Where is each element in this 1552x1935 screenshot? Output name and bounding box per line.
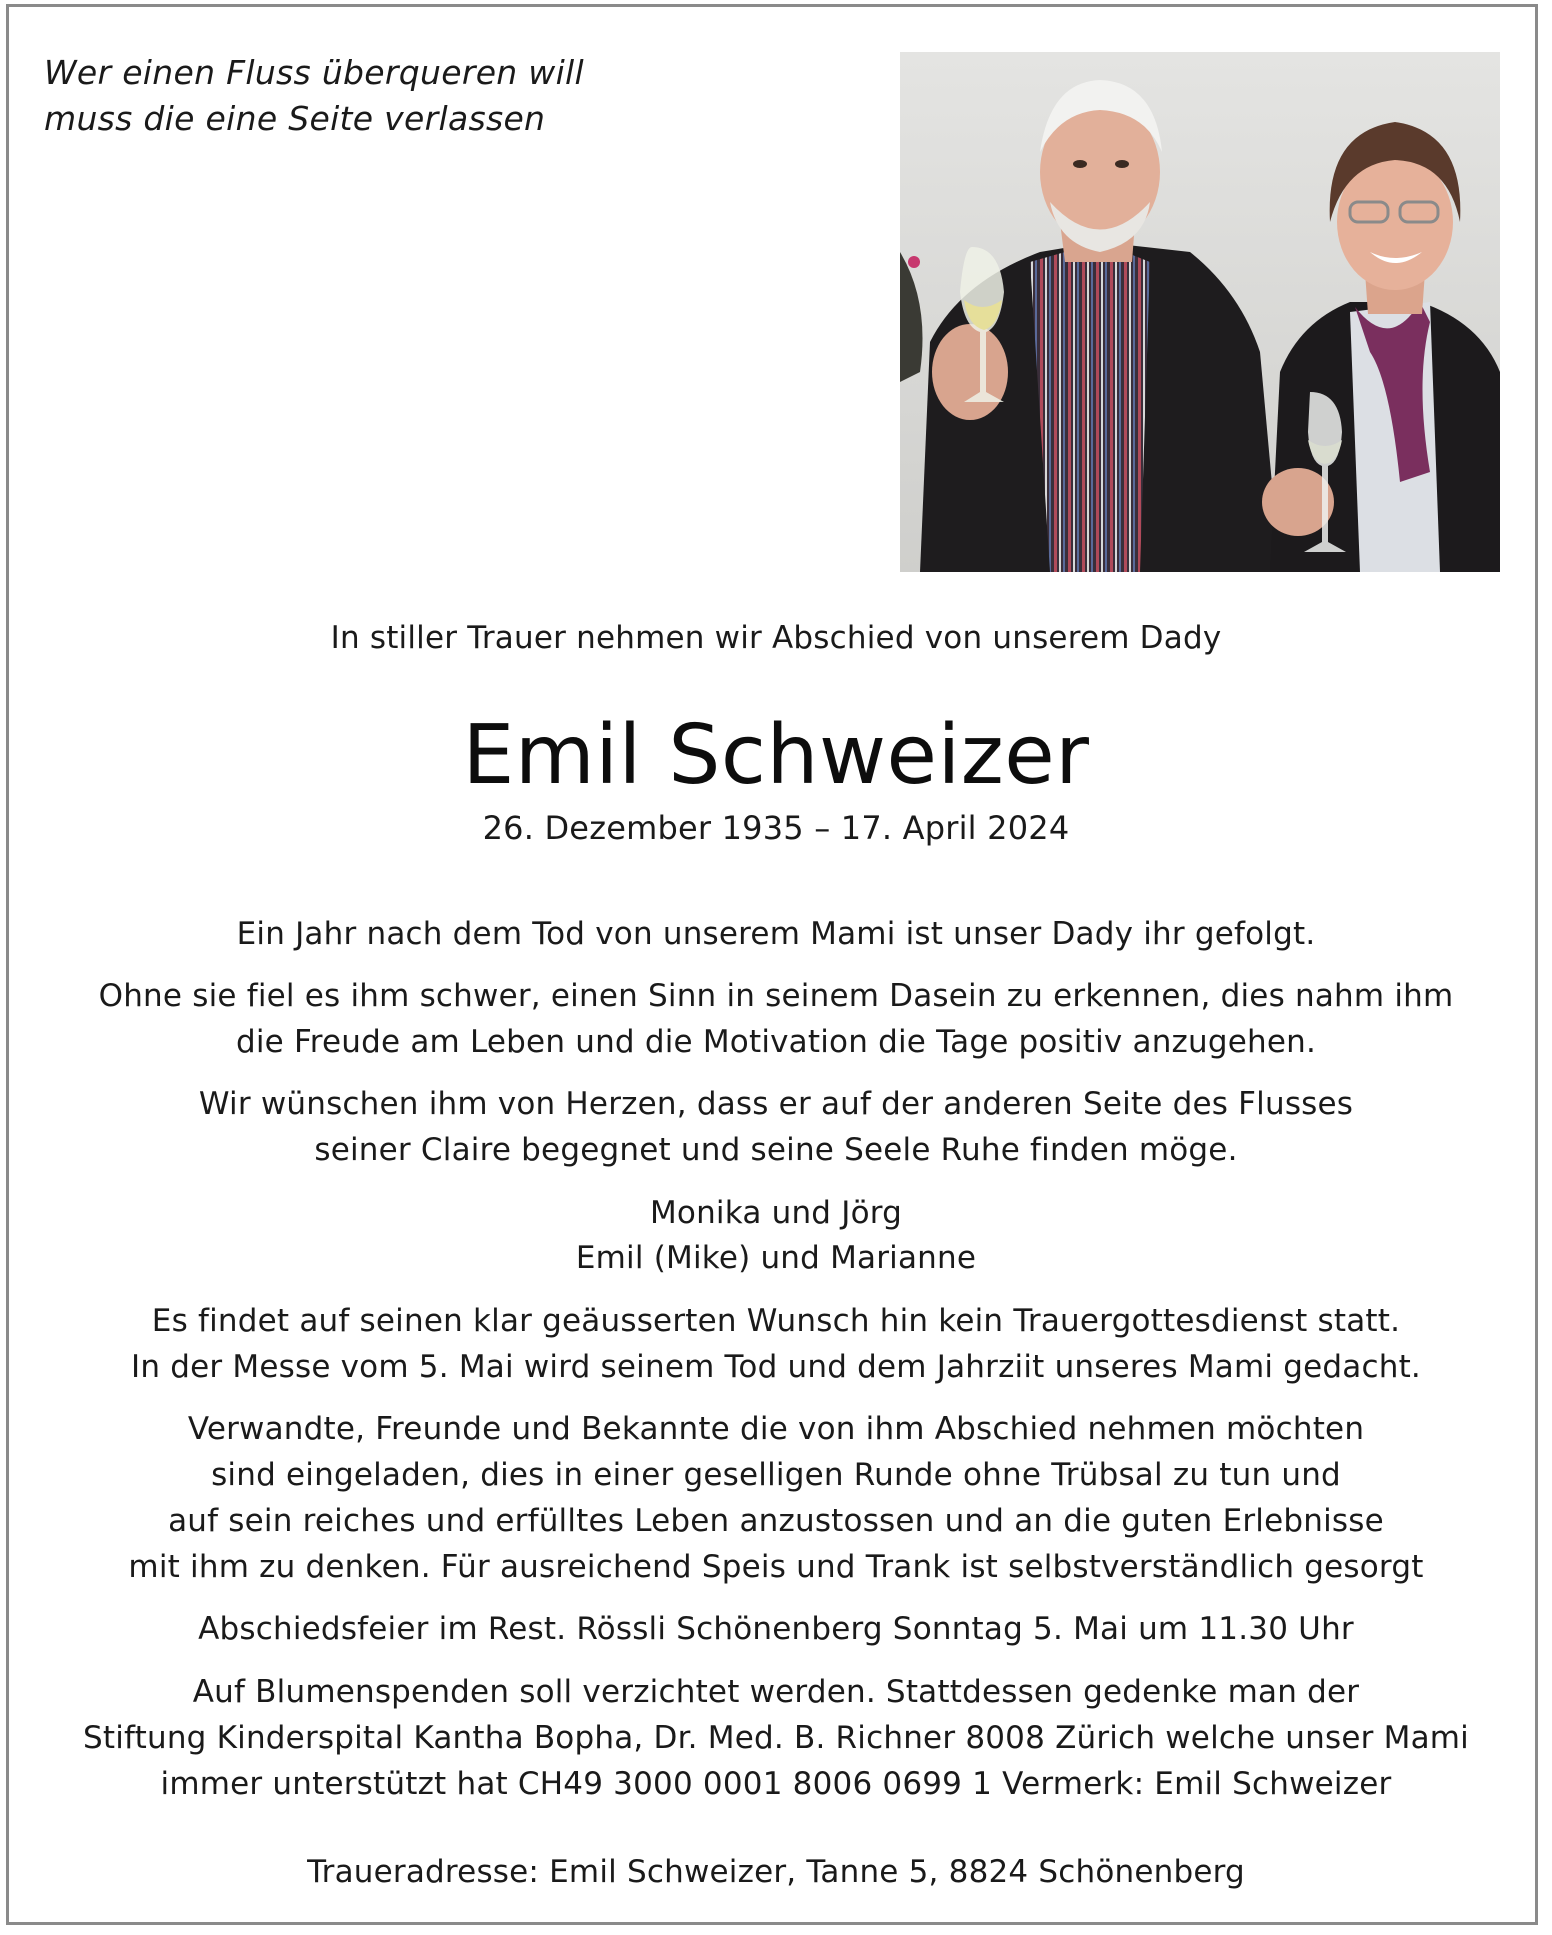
paragraph-line: Es findet auf seinen klar geäusserten Wunsch hin kein Trauergottesdienst statt. — [151, 1303, 1401, 1339]
paragraph-line: Ohne sie fiel es ihm schwer, einen Sinn in seinem Dasein zu erkennen, dies nahm ihm — [98, 978, 1454, 1014]
motto-line: Wer einen Fluss überqueren will — [44, 53, 584, 92]
deceased-name: Emil Schweizer — [462, 708, 1090, 803]
paragraph-line: sind eingeladen, dies in einer geselligen Runde ohne Trübsal zu tun und — [211, 1457, 1341, 1493]
family-line: Emil (Mike) und Marianne — [575, 1240, 977, 1276]
paragraph-line: Auf Blumenspenden soll verzichtet werden. Stattdessen gedenke man der — [192, 1674, 1360, 1710]
paragraph-line: Verwandte, Freunde und Bekannte die von ihm Abschied nehmen möchten — [187, 1411, 1365, 1447]
motto-line: muss die eine Seite verlassen — [44, 99, 546, 138]
paragraph-line: seiner Claire begegnet und seine Seele Ruhe finden möge. — [314, 1132, 1238, 1168]
motto — [44, 50, 584, 142]
farewell-event: Abschiedsfeier im Rest. Rössli Schönenberg Sonntag 5. Mai um 11.30 Uhr — [198, 1611, 1354, 1647]
paragraph-line: immer unterstützt hat CH49 3000 0001 8006 0699 1 Vermerk: Emil Schweizer — [160, 1766, 1392, 1802]
paragraph-line: Ein Jahr nach dem Tod von unserem Mami ist unser Dady ihr gefolgt. — [236, 916, 1316, 952]
paragraph-line: mit ihm zu denken. Für ausreichend Speis und Trank ist selbstverständlich gesorgt — [128, 1549, 1424, 1585]
paragraph-line: Wir wünschen ihm von Herzen, dass er auf der anderen Seite des Flusses — [198, 1086, 1354, 1122]
paragraph-line: auf sein reiches und erfülltes Leben anzustossen und an die guten Erlebnisse — [168, 1503, 1384, 1539]
paragraph-line: Stiftung Kinderspital Kantha Bopha, Dr. Med. B. Richner 8008 Zürich welche unser Mami — [83, 1720, 1469, 1756]
paragraph-line: In der Messe vom 5. Mai wird seinem Tod und dem Jahrziit unseres Mami gedacht. — [131, 1349, 1421, 1385]
intro-line: In stiller Trauer nehmen wir Abschied von unserem Dady — [330, 620, 1222, 656]
couple-photo — [900, 52, 1500, 572]
mourning-address: Traueradresse: Emil Schweizer, Tanne 5, 8824 Schönenberg — [307, 1854, 1245, 1890]
life-dates: 26. Dezember 1935 – 17. April 2024 — [482, 809, 1070, 847]
family-line: Monika und Jörg — [649, 1195, 903, 1231]
paragraph-line: die Freude am Leben und die Motivation die Tage positiv anzugehen. — [235, 1024, 1317, 1060]
